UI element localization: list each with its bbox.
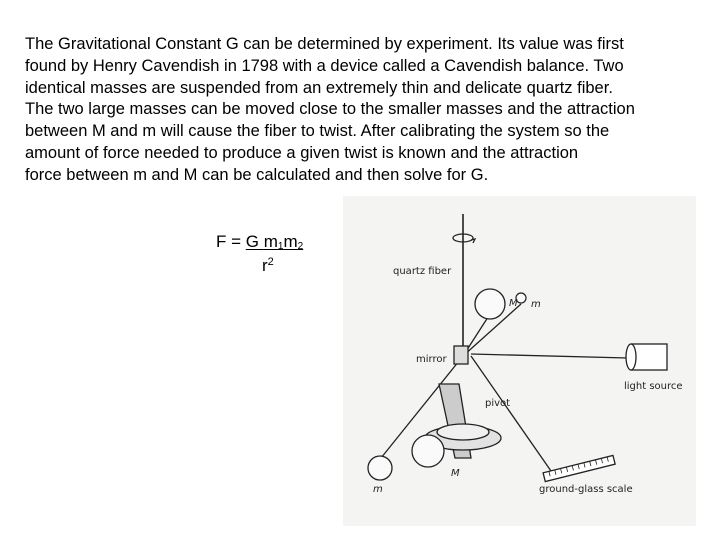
label-light-source: light source	[624, 381, 683, 392]
formula-m1: m	[263, 232, 278, 251]
label-m-top: m	[531, 299, 541, 310]
paragraph-line: The two large masses can be moved close to the smaller masses and the attraction	[25, 100, 635, 119]
paragraph-line: between M and m will cause the fiber to twist. After calibrating the system so the	[25, 122, 610, 141]
formula-sub2: 2	[297, 241, 304, 252]
formula-exp: 2	[267, 256, 274, 268]
light-source-lens	[626, 344, 636, 370]
big-mass-bottom	[412, 435, 444, 467]
big-mass-top	[475, 289, 505, 319]
label-M-bottom: M	[451, 468, 460, 479]
formula-g: G	[245, 232, 259, 251]
gravity-formula-denominator	[262, 252, 274, 276]
mirror-plate	[454, 346, 468, 364]
formula-lhs: F =	[216, 232, 246, 251]
label-m-bottom: m	[373, 484, 383, 495]
cavendish-diagram-svg	[343, 196, 696, 526]
paragraph-line: amount of force needed to produce a given twist is known and the attraction	[25, 143, 579, 162]
description-paragraph	[25, 34, 705, 187]
pivot-top	[437, 424, 489, 440]
paragraph-line: identical masses are suspended from an extremely thin and delicate quartz fiber.	[25, 78, 613, 97]
formula-sub1: 1	[277, 241, 284, 252]
small-mass-bottom	[368, 456, 392, 480]
paragraph-line: found by Henry Cavendish in 1798 with a device called a Cavendish balance. Two	[25, 56, 624, 75]
formula-numerator	[246, 232, 303, 251]
formula-r: r	[262, 256, 268, 275]
paragraph-line: force between m and M can be calculated and then solve for G.	[25, 165, 489, 184]
label-M-top: M	[509, 298, 518, 309]
label-ground-glass-scale: ground-glass scale	[539, 484, 633, 495]
label-mirror: mirror	[416, 354, 447, 365]
formula-m2: m	[283, 232, 298, 251]
cavendish-balance-diagram	[343, 196, 696, 526]
label-quartz-fiber: quartz fiber	[393, 266, 452, 277]
paragraph-line: The Gravitational Constant G can be determined by experiment. Its value was first	[25, 35, 624, 53]
gravity-formula-numerator	[216, 232, 303, 257]
label-pivot: pivot	[485, 398, 511, 409]
